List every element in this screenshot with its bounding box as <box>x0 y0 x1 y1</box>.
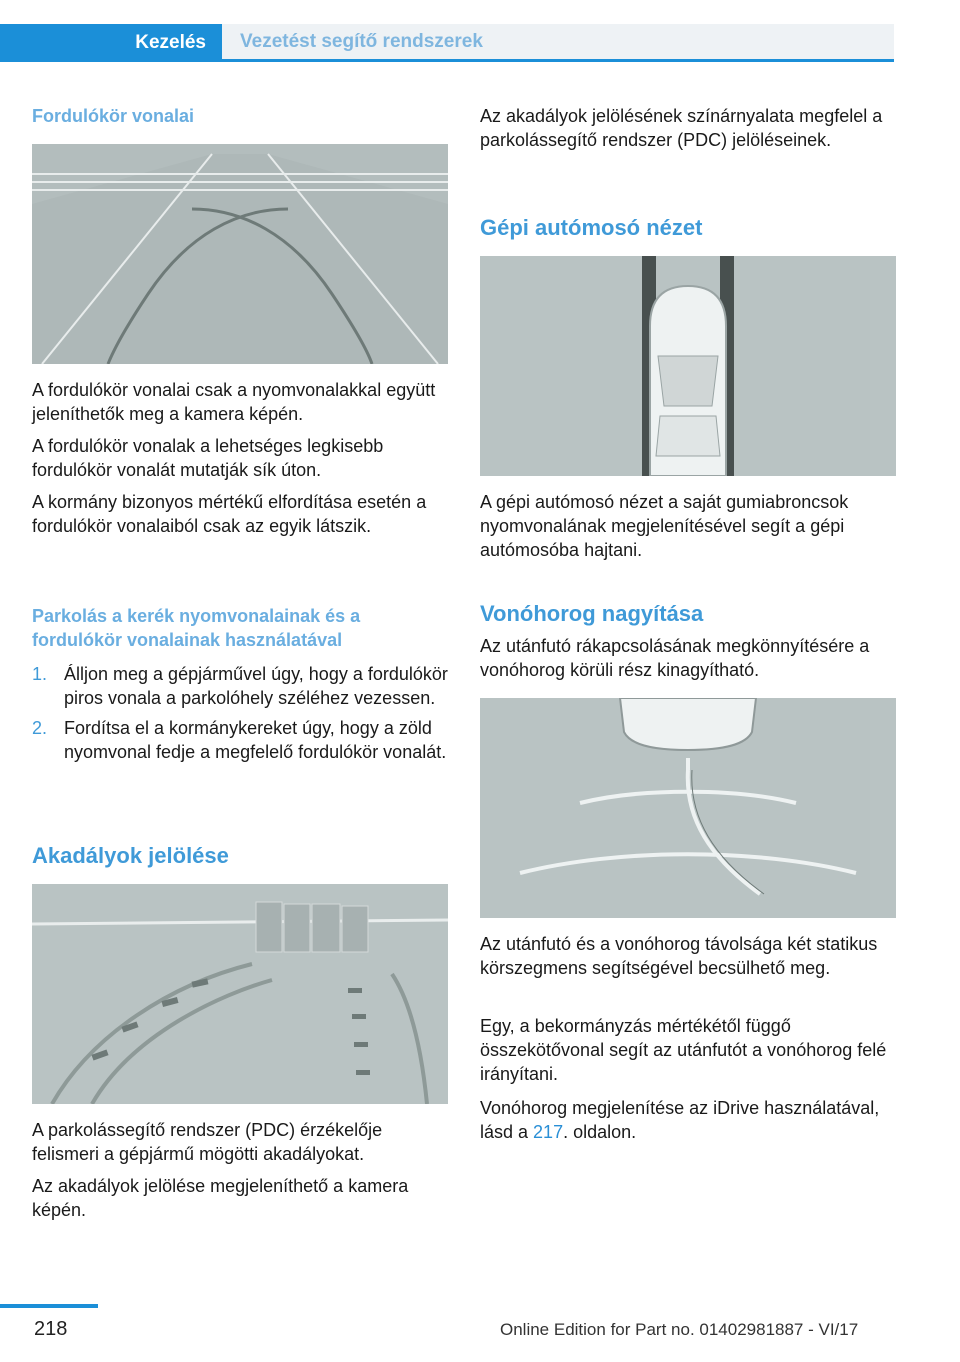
hitch-figure <box>480 698 896 918</box>
page-link-217[interactable]: 217 <box>533 1122 564 1142</box>
hitch-p4-tail: . oldalon. <box>563 1122 637 1142</box>
step-text: Fordítsa el a kormánykereket úgy, hogy a zöld nyomvonal fedje a megfelelő fordulókör vonalát. <box>64 718 447 762</box>
carwash-paragraph: A gépi autómosó nézet a saját gumiabroncsok nyomvonalának megjelenítésével segít a gépi autómosóba hajtani. <box>480 492 849 560</box>
obstacle-figure <box>32 884 448 1104</box>
step-text: Álljon meg a gépjárművel úgy, hogy a fordulókör piros vonala a parkolóhely széléhez vezessen. <box>64 664 448 708</box>
hitch-p4-text: Vonóhorog megjelenítése az iDrive használatával, lásd a <box>480 1098 880 1142</box>
obstacle-paragraph-1: A parkolássegítő rendszer (PDC) érzékelője felismeri a gépjármű mögötti akadályokat. <box>32 1120 383 1164</box>
hitch-paragraph-2: Az utánfutó és a vonóhorog távolsága két statikus körszegmens segítségével becsülhető meg. <box>480 934 878 978</box>
obstacle-paragraph-3: Az akadályok jelölésének színárnyalata megfelel a parkolássegítő rendszer (PDC) jelöléseinek. <box>480 106 883 150</box>
turning-paragraph-3: A kormány bizonyos mértékű elfordítása esetén a fordulókör vonalaiból csak az egyik látszik. <box>32 492 427 536</box>
footer-accent-line <box>0 1304 98 1308</box>
step-number: 2. <box>32 718 48 738</box>
turning-lines-figure <box>32 144 448 364</box>
tab-vezetest-segito[interactable]: Vezetést segítő rendszerek <box>222 24 894 62</box>
tab-kezeles[interactable]: Kezelés <box>0 24 222 62</box>
hitch-title: Vonóhorog nagyítása <box>480 601 704 626</box>
hitch-paragraph-1: Az utánfutó rákapcsolásának megkönnyítésére a vonóhorog körüli rész kinagyítható. <box>480 636 870 680</box>
list-item <box>32 716 448 764</box>
hitch-paragraph-4 <box>480 1096 896 1144</box>
parking-title: Parkolás a kerék nyomvonalainak és a fordulókör vonalainak használatával <box>32 606 361 650</box>
page-number: 218 <box>34 1318 68 1340</box>
step-number: 1. <box>32 664 48 684</box>
list-item <box>32 662 448 710</box>
turning-paragraph-2: A fordulókör vonalak a lehetséges legkisebb fordulókör vonalát mutatják sík úton. <box>32 436 384 480</box>
obstacle-title: Akadályok jelölése <box>32 843 229 868</box>
turning-paragraph-1: A fordulókör vonalai csak a nyomvonalakkal együtt jeleníthetők meg a kamera képén. <box>32 380 436 424</box>
edition-info: Online Edition for Part no. 01402981887 - VI/17 <box>500 1320 859 1339</box>
parking-steps <box>32 662 448 770</box>
hitch-paragraph-3: Egy, a bekormányzás mértékétől függő összekötővonal segít az utánfutót a vonóhorog felé irányítani. <box>480 1016 887 1084</box>
turning-lines-title: Fordulókör vonalai <box>32 106 195 126</box>
header-tabbar <box>0 24 896 62</box>
carwash-title: Gépi autómosó nézet <box>480 215 703 240</box>
obstacle-paragraph-2: Az akadályok jelölése megjeleníthető a kamera képén. <box>32 1176 409 1220</box>
carwash-figure <box>480 256 896 476</box>
